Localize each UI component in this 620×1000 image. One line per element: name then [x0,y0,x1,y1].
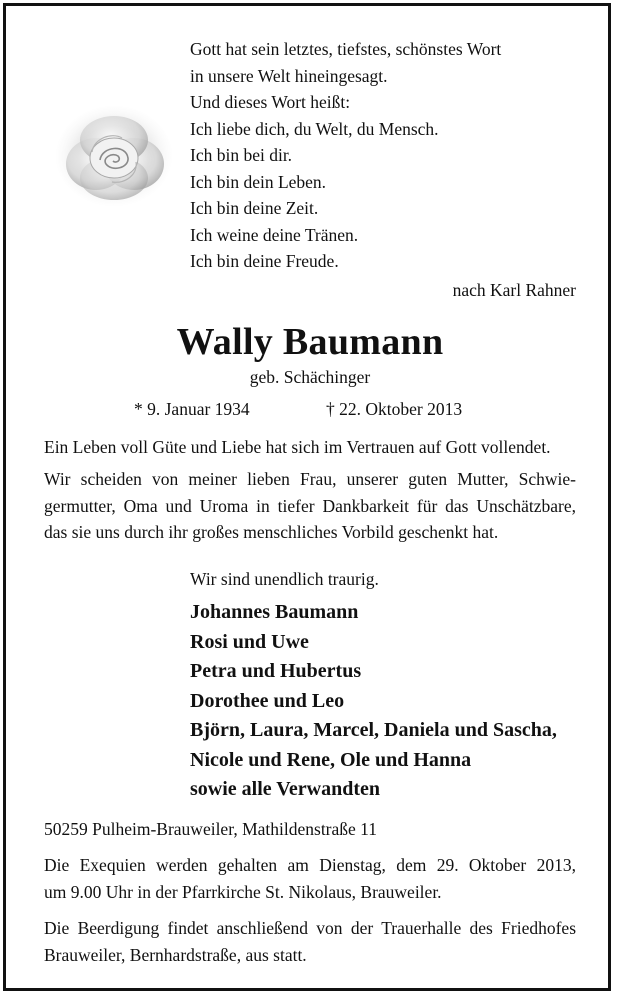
paragraph-service [44,852,576,905]
mourner-name: Rosi und Uwe [190,630,309,653]
paragraph-line: Wir scheiden von meiner lieben Frau, unserer guten Mutter, Schwie- [44,469,576,489]
deceased-name: Wally Baumann [176,321,444,363]
death-date: † 22. Oktober 2013 [326,399,463,419]
paragraph-line: das sie uns durch ihr großes menschliches Vorbild geschenkt hat. [44,522,499,542]
paragraph-line: Ein Leben voll Güte und Liebe hat sich im Vertrauen auf Gott vollendet. [44,437,551,457]
poem-line: Ich bin deine Freude. [190,251,339,271]
poem-line: Ich bin bei dir. [190,145,293,165]
mourner-name: Johannes Baumann [190,601,359,623]
paragraph-life [44,434,576,461]
paragraph-farewell [44,466,576,546]
poem-line: in unsere Welt hineingesagt. [190,65,388,86]
paragraph-line: um 9.00 Uhr in der Pfarrkirche St. Nikolaus, Brauweiler. [44,881,442,902]
paragraph-line: germutter, Oma und Uroma in tiefer Dankbarkeit für das Unschätzbare, [44,495,576,516]
maiden-name: geb. Schächinger [249,367,371,387]
mourners-intro: Wir sind unendlich traurig. [190,569,379,589]
mourners-list [190,598,557,805]
poem-line: Und dieses Wort heißt: [190,92,351,112]
poem-line: Ich liebe dich, du Welt, du Mensch. [190,118,439,139]
rose-icon [56,104,174,208]
paragraph-line: Die Exequien werden gehalten am Dienstag, dem 29. Oktober 2013, [44,855,576,875]
poem-attribution: nach Karl Rahner [452,280,576,300]
paragraph-burial [44,915,576,968]
paragraph-line: Brauweiler, Bernhardstraße, aus statt. [44,944,307,965]
mourner-name: Björn, Laura, Marcel, Daniela und Sascha, [190,719,557,741]
poem-line: Ich weine deine Tränen. [190,224,359,245]
poem-line: Gott hat sein letztes, tiefstes, schönstes Wort [190,39,502,59]
mourner-name: Petra und Hubertus [190,660,362,682]
mourner-name: Nicole und Rene, Ole und Hanna [190,748,472,771]
poem-line: Ich bin dein Leben. [190,171,327,192]
poem [190,36,501,275]
mourner-name: sowie alle Verwandten [190,778,380,800]
poem-line: Ich bin deine Zeit. [190,198,319,218]
paragraph-line: Die Beerdigung findet anschließend von der Trauerhalle des Friedhofes [44,918,576,938]
family-address: 50259 Pulheim-Brauweiler, Mathildenstraße 11 [44,819,378,839]
birth-date: * 9. Januar 1934 [134,399,250,419]
mourner-name: Dorothee und Leo [190,689,345,712]
